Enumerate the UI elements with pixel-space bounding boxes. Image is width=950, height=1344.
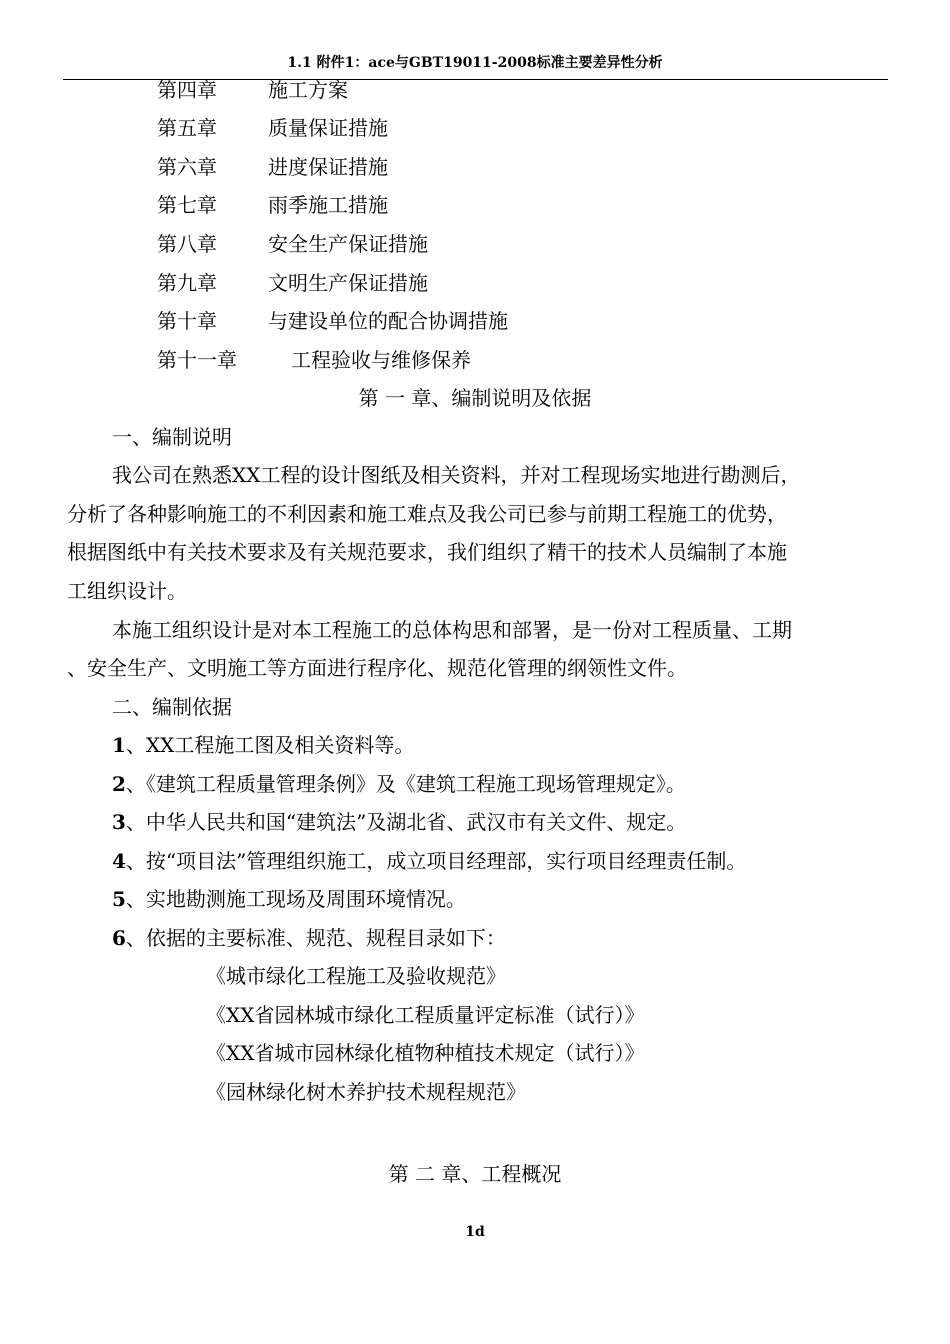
paragraph-line: 、安全生产、文明施工等方面进行程序化、规范化管理的纲领性文件。	[67, 656, 687, 680]
basis-item	[112, 732, 414, 758]
toc-num: 第八章	[157, 232, 217, 256]
toc-title: 雨季施工措施	[268, 193, 388, 217]
toc-num: 第四章	[157, 78, 217, 102]
chapter-title: 第 一 章、编制说明及依据	[358, 386, 592, 410]
toc-num: 第十章	[157, 309, 217, 333]
paragraph-line: 根据图纸中有关技术要求及有关规范要求，我们组织了精干的技术人员编制了本施	[67, 540, 787, 564]
toc-num: 第七章	[157, 193, 217, 217]
basis-item	[112, 809, 686, 835]
toc-title: 安全生产保证措施	[268, 232, 428, 256]
standard-item: 《城市绿化工程施工及验收规范》	[206, 964, 506, 988]
basis-num: 5	[112, 887, 126, 911]
paragraph-line: 工组织设计。	[67, 579, 187, 603]
basis-text: 、实地勘测施工现场及周围环境情况。	[125, 887, 466, 911]
basis-item	[112, 886, 466, 912]
toc-title: 工程验收与维修保养	[291, 348, 471, 372]
standard-item: 《XX省园林城市绿化工程质量评定标准（试行）》	[206, 1003, 645, 1027]
section-heading: 二、编制依据	[112, 695, 232, 719]
toc-num: 第十一章	[157, 348, 237, 372]
standard-item: 《园林绿化树木养护技术规程规范》	[206, 1080, 526, 1104]
paragraph-line: 我公司在熟悉XX工程的设计图纸及相关资料，并对工程现场实地进行勘测后，	[112, 463, 801, 487]
standard-item: 《XX省城市园林绿化植物种植技术规定（试行）》	[206, 1041, 645, 1065]
page-header: 1.1 附件1：ace与GBT19011-2008标准主要差异性分析	[287, 55, 663, 71]
toc-title: 施工方案	[268, 78, 348, 102]
toc-title: 进度保证措施	[268, 155, 388, 179]
page-number: 1d	[465, 1224, 485, 1240]
basis-text: 、按“项目法”管理组织施工，成立项目经理部，实行项目经理责任制。	[125, 849, 747, 873]
basis-num: 4	[112, 849, 126, 873]
toc-num: 第六章	[157, 155, 217, 179]
basis-text: 、依据的主要标准、规范、规程目录如下：	[125, 926, 506, 950]
paragraph-line: 分析了各种影响施工的不利因素和施工难点及我公司已参与前期工程施工的优势，	[67, 502, 787, 526]
basis-item	[112, 925, 506, 951]
toc-title: 与建设单位的配合协调措施	[268, 309, 508, 333]
paragraph-line: 本施工组织设计是对本工程施工的总体构思和部署，是一份对工程质量、工期	[112, 618, 792, 642]
basis-text: 、中华人民共和国“建筑法”及湖北省、武汉市有关文件、规定。	[125, 810, 687, 834]
toc-num: 第九章	[157, 271, 217, 295]
basis-num: 6	[112, 926, 126, 950]
basis-item	[112, 771, 686, 797]
basis-item	[112, 848, 746, 874]
toc-title: 文明生产保证措施	[268, 271, 428, 295]
basis-num: 1	[112, 733, 126, 757]
basis-text: 、《建筑工程质量管理条例》及《建筑工程施工现场管理规定》。	[125, 772, 686, 796]
basis-text: 、XX工程施工图及相关资料等。	[125, 733, 415, 757]
toc-num: 第五章	[157, 116, 217, 140]
basis-num: 3	[112, 810, 126, 834]
toc-title: 质量保证措施	[268, 116, 388, 140]
section-heading: 一、编制说明	[112, 425, 232, 449]
chapter-title: 第 二 章、工程概况	[388, 1162, 562, 1186]
basis-num: 2	[112, 772, 126, 796]
